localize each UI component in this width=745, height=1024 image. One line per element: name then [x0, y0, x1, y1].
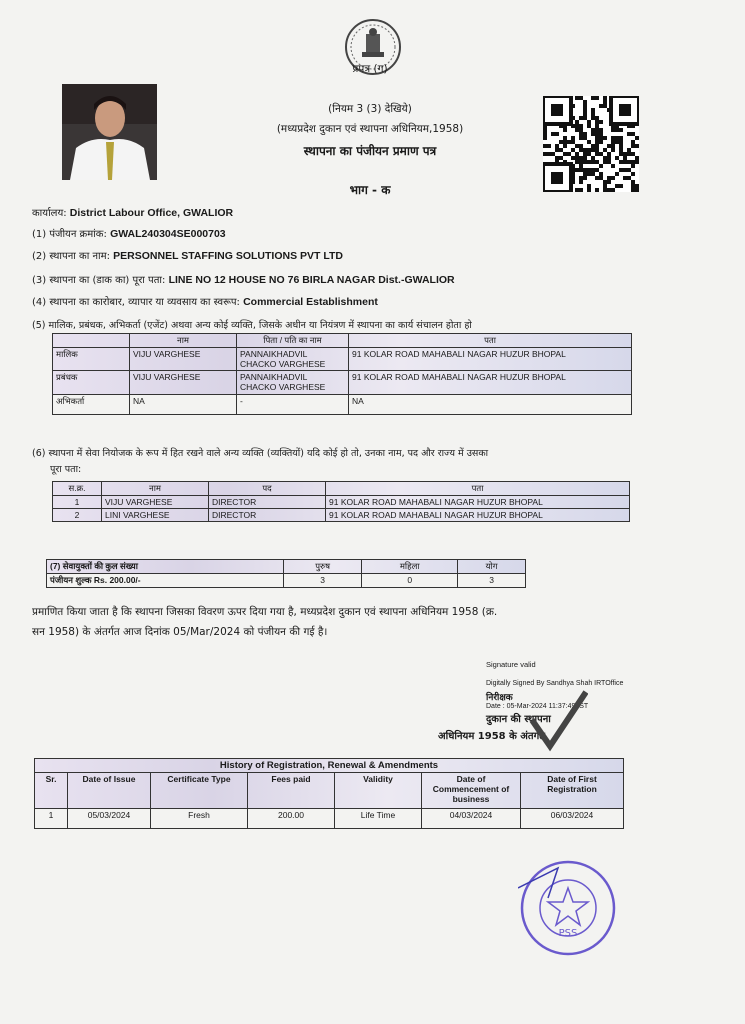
- field-value: GWAL240304SE000703: [110, 228, 226, 240]
- table-cell: DIRECTOR: [209, 509, 326, 522]
- table-cell: 05/03/2024: [68, 809, 151, 829]
- certification-paragraph: [32, 602, 632, 642]
- owner-photo: [62, 84, 157, 180]
- table-cell: VIJU VARGHESE: [102, 496, 209, 509]
- table-cell: VIJU VARGHESE: [130, 348, 237, 371]
- table-cell: PANNAIKHADVIL CHACKO VARGHESE: [237, 348, 349, 371]
- field-label: (2) स्थापना का नाम:: [32, 251, 110, 262]
- table-cell: 06/03/2024: [521, 809, 624, 829]
- certificate-title: स्थापना का पंजीयन प्रमाण पत्र: [303, 144, 437, 158]
- table-title-row: [35, 759, 624, 773]
- field-business-type: [32, 294, 378, 308]
- table-row: [53, 496, 630, 509]
- history-title: History of Registration, Renewal & Amendments: [35, 759, 624, 773]
- table-header: नाम: [130, 334, 237, 348]
- table-cell: प्रबंधक: [53, 371, 130, 395]
- table-cell: Life Time: [335, 809, 422, 829]
- field-address: [32, 272, 455, 286]
- table-cell: VIJU VARGHESE: [130, 371, 237, 395]
- signature-line-1: दुकान की स्थापना: [486, 714, 551, 725]
- table-cell: 04/03/2024: [422, 809, 521, 829]
- table-header: Validity: [335, 773, 422, 809]
- signature-line-2: अधिनियम 1958 के अंतर्गत: [438, 731, 545, 742]
- stamp-center-text: PSS: [558, 928, 578, 939]
- section5-text: (5) मालिक, प्रबंधक, अभिकर्ता (एजेंट) अथवा अन्य कोई व्यक्ति, जिसके अधीन या नियंत्रण में स्थापना का कार्य संचालन होता हो: [32, 320, 472, 331]
- table-header: [53, 334, 130, 348]
- field-value: LINE NO 12 HOUSE NO 76 BIRLA NAGAR Dist.-GWALIOR: [168, 274, 455, 286]
- certification-line: सन 1958) के अंतर्गत आज दिनांक 05/Mar/2024 को पंजीयन की गई है।: [32, 626, 328, 638]
- act-label: (मध्यप्रदेश दुकान एवं स्थापना अधिनियम,1958): [276, 123, 464, 135]
- qr-code-icon: [543, 96, 639, 192]
- signature-valid: Signature valid: [486, 660, 536, 669]
- field-label: (1) पंजीयन क्रमांक:: [32, 229, 107, 240]
- employer-table: [52, 481, 630, 522]
- field-value: Commercial Establishment: [243, 296, 378, 308]
- table-cell: PANNAIKHADVIL CHACKO VARGHESE: [237, 371, 349, 395]
- table-row: [53, 395, 632, 415]
- form-label: प्रपत्र (ग): [352, 63, 388, 75]
- table-header: Sr.: [35, 773, 68, 809]
- part-label: भाग - क: [349, 183, 391, 197]
- office-line: [32, 205, 233, 219]
- table-header-row: [53, 482, 630, 496]
- table-cell: Fresh: [151, 809, 248, 829]
- table-row: [47, 574, 526, 588]
- table-cell: 1: [53, 496, 102, 509]
- table-cell: 0: [362, 574, 458, 588]
- table-header-row: [47, 560, 526, 574]
- table-header: Certificate Type: [151, 773, 248, 809]
- table-header: नाम: [102, 482, 209, 496]
- table-cell: 1: [35, 809, 68, 829]
- table-header: Fees paid: [248, 773, 335, 809]
- table-header: योग: [458, 560, 526, 574]
- owner-table: [52, 333, 632, 415]
- table-header: महिला: [362, 560, 458, 574]
- inspector-label: निरीक्षक: [486, 693, 513, 703]
- field-label: (3) स्थापना का (डाक का) पूरा पता:: [32, 275, 166, 286]
- table-header: Date of Commencement of business: [422, 773, 521, 809]
- table-header: पिता / पति का नाम: [237, 334, 349, 348]
- table-cell: 91 KOLAR ROAD MAHABALI NAGAR HUZUR BHOPAL: [349, 371, 632, 395]
- table-header: स.क्र.: [53, 482, 102, 496]
- table-cell: अभिकर्ता: [53, 395, 130, 415]
- table-header: Date of Issue: [68, 773, 151, 809]
- table-row: [53, 509, 630, 522]
- table-cell: 91 KOLAR ROAD MAHABALI NAGAR HUZUR BHOPAL: [349, 348, 632, 371]
- table-header: Date of First Registration: [521, 773, 624, 809]
- table-header: पद: [209, 482, 326, 496]
- table-row: [53, 371, 632, 395]
- table-cell: -: [237, 395, 349, 415]
- employee-count-table: [46, 559, 526, 588]
- table-header-row: [35, 773, 624, 809]
- field-establishment-name: [32, 248, 343, 262]
- table-cell: मालिक: [53, 348, 130, 371]
- signature-date: Date : 05-Mar-2024 11:37:49 IST: [486, 703, 589, 710]
- office-value: District Labour Office, GWALIOR: [69, 207, 234, 219]
- rule-label: (नियम 3 (3) देखिये): [328, 103, 412, 115]
- table-cell: 91 KOLAR ROAD MAHABALI NAGAR HUZUR BHOPAL: [326, 496, 630, 509]
- registration-fee: पंजीयन शुल्क Rs. 200.00/-: [47, 574, 284, 588]
- table-cell: DIRECTOR: [209, 496, 326, 509]
- section6-text-cont: पूरा पता:: [50, 464, 82, 475]
- table-cell: 3: [284, 574, 362, 588]
- table-header-row: [53, 334, 632, 348]
- certification-line: प्रमाणित किया जाता है कि स्थापना जिसका विवरण ऊपर दिया गया है, मध्यप्रदेश दुकान एवं स्थापना अधिनियम 1958 (क्र.: [32, 606, 498, 618]
- table-row: [53, 348, 632, 371]
- table-cell: NA: [349, 395, 632, 415]
- table-cell: NA: [130, 395, 237, 415]
- employee-count-label: (7) सेवायुक्तों की कुल संख्या: [47, 560, 284, 574]
- office-label: कार्यालय:: [32, 208, 67, 219]
- table-cell: 3: [458, 574, 526, 588]
- table-header: पता: [326, 482, 630, 496]
- table-cell: 200.00: [248, 809, 335, 829]
- table-header: पुरुष: [284, 560, 362, 574]
- company-stamp-icon: [518, 858, 618, 958]
- signed-by: Digitally Signed By Sandhya Shah IRTOffice: [486, 680, 624, 687]
- section6-text: (6) स्थापना में सेवा नियोजक के रूप में हित रखने वाले अन्य व्यक्ति (व्यक्तियों) यदि कोई हो तो, उनका नाम, पद और राज्य में उसका: [32, 448, 489, 459]
- table-cell: LINI VARGHESE: [102, 509, 209, 522]
- field-label: (4) स्थापना का कारोबार, व्यापार या व्यवसाय का स्वरूप:: [32, 297, 240, 308]
- check-mark-icon: [528, 690, 588, 752]
- table-cell: 2: [53, 509, 102, 522]
- field-registration-no: [32, 226, 226, 240]
- field-value: PERSONNEL STAFFING SOLUTIONS PVT LTD: [113, 250, 343, 262]
- table-row: [35, 809, 624, 829]
- table-header: पता: [349, 334, 632, 348]
- table-cell: 91 KOLAR ROAD MAHABALI NAGAR HUZUR BHOPAL: [326, 509, 630, 522]
- history-table: [34, 758, 624, 829]
